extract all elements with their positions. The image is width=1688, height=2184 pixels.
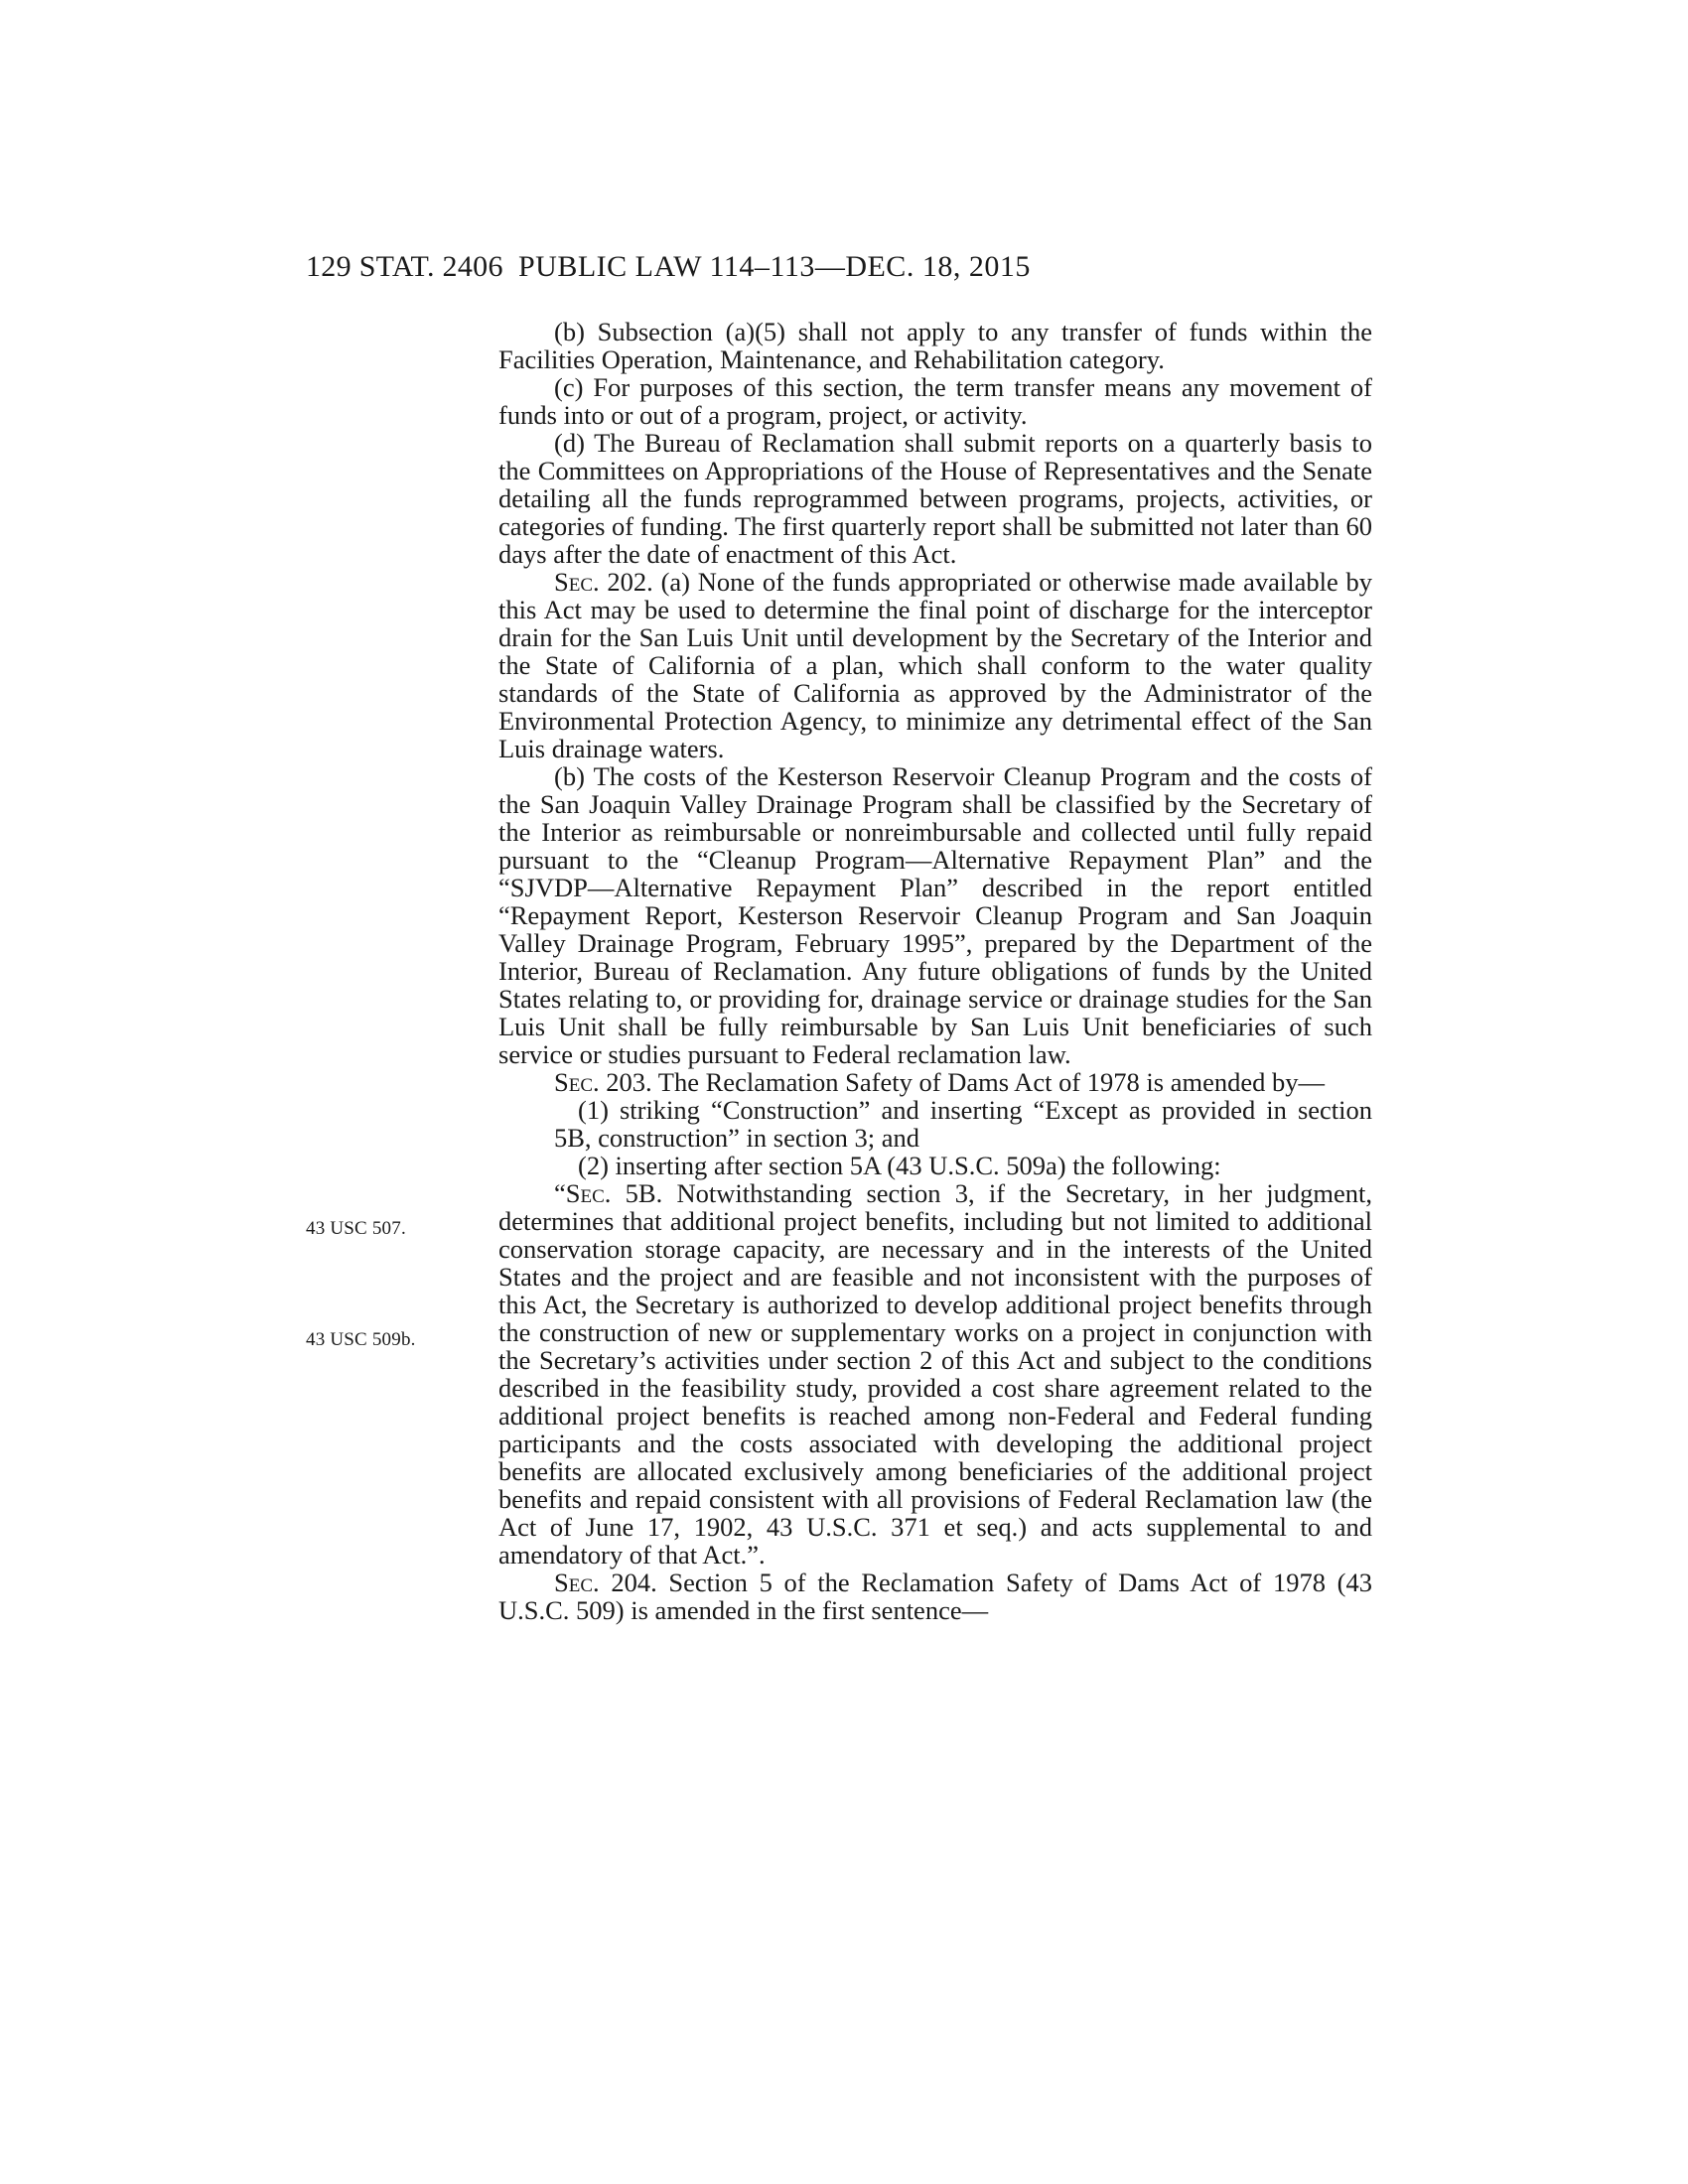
section-5b-open-quote: “	[554, 1178, 566, 1208]
section-5b-label: Sec. 5B.	[565, 1178, 663, 1208]
statute-text-column	[498, 318, 1372, 1624]
section-204-label: Sec. 204.	[554, 1568, 657, 1597]
section-203-text: The Reclamation Safety of Dams Act of 1978 is amended by—	[651, 1067, 1325, 1097]
law-title-header: PUBLIC LAW 114–113—DEC. 18, 2015	[518, 250, 1031, 283]
stat-citation: 129 STAT. 2406	[306, 250, 503, 283]
paragraph-subsection-d-reports: (d) The Bureau of Reclamation shall submit reports on a quarterly basis to the Committees on Appropriations of the House of Representatives and the Senate detailing all the funds reprogrammed between programs, projects, activities, or categories of funding. The first quarterly report shall be submitted not later than 60 days after the date of enactment of this Act.	[498, 428, 1372, 569]
section-204-paragraph	[498, 1569, 1372, 1624]
amendment-item-1: (1) striking “Construction” and inserting “Except as provided in section 5B, construction” in section 3; and	[554, 1095, 1372, 1153]
amendment-item-2: (2) inserting after section 5A (43 U.S.C. 509a) the following:	[578, 1151, 1221, 1180]
section-202-text: (a) None of the funds appropriated or otherwise made available by this Act may be used to determine the final point of discharge for the interceptor drain for the San Luis Unit until development by the Secretary of the Interior and the State of California of a plan, which shall conform to the water quality standards of the State of California as approved by the Administrator of the Environmental Protection Agency, to minimize any detrimental effect of the San Luis drainage waters.	[498, 567, 1372, 763]
section-5b-paragraph	[498, 1179, 1372, 1569]
paragraph-202-b-costs: (b) The costs of the Kesterson Reservoir Cleanup Program and the costs of the San Joaquin Valley Drainage Program shall be classified by the Secretary of the Interior as reimbursable or nonreimbursable and collected until fully repaid pursuant to the “Cleanup Program—Alternative Repayment Plan” and the “SJVDP—Alternative Repayment Plan” described in the report entitled “Repayment Report, Kesterson Reservoir Cleanup Program and San Joaquin Valley Drainage Program, February 1995”, prepared by the Department of the Interior, Bureau of Reclamation. Any future obligations of funds by the United States relating to, or providing for, drainage service or drainage studies for the San Luis Unit shall be fully reimbursable by San Luis Unit beneficiaries of such service or studies pursuant to Federal reclamation law.	[498, 761, 1372, 1069]
section-204-text: Section 5 of the Reclamation Safety of Dams Act of 1978 (43 U.S.C. 509) is amended in the first sentence—	[498, 1568, 1372, 1625]
section-202-label: Sec. 202.	[554, 567, 653, 597]
paragraph-subsection-c-definition: (c) For purposes of this section, the term transfer means any movement of funds into or out of a program, project, or activity.	[498, 372, 1372, 430]
margin-note-43-usc-509b: 43 USC 509b.	[306, 1329, 416, 1350]
paragraph-subsection-b-transfer: (b) Subsection (a)(5) shall not apply to any transfer of funds within the Facilities Operation, Maintenance, and Rehabilitation category.	[498, 317, 1372, 374]
section-203-paragraph	[498, 1068, 1372, 1096]
section-202-paragraph	[498, 568, 1372, 762]
margin-note-43-usc-507: 43 USC 507.	[306, 1218, 406, 1239]
section-5b-text: Notwithstanding section 3, if the Secretary, in her judgment, determines that additional project benefits, including but not limited to additional conservation storage capacity, are necessary and in the interests of the United States and the project and are feasible and not inconsistent with the purposes of this Act, the Secretary is authorized to develop additional project benefits through the construction of new or supplementary works on a project in conjunction with the Secretary’s activities under section 2 of this Act and subject to the conditions described in the feasibility study, provided a cost share agreement related to the additional project benefits is reached among non-Federal and Federal funding participants and the costs associated with developing the additional project benefits are allocated exclusively among beneficiaries of the additional project benefits and repaid consistent with all provisions of Federal Reclamation law (the Act of June 17, 1902, 43 U.S.C. 371 et seq.) and acts supplemental to and amendatory of that Act.”.	[498, 1178, 1372, 1570]
section-203-label: Sec. 203.	[554, 1067, 652, 1097]
